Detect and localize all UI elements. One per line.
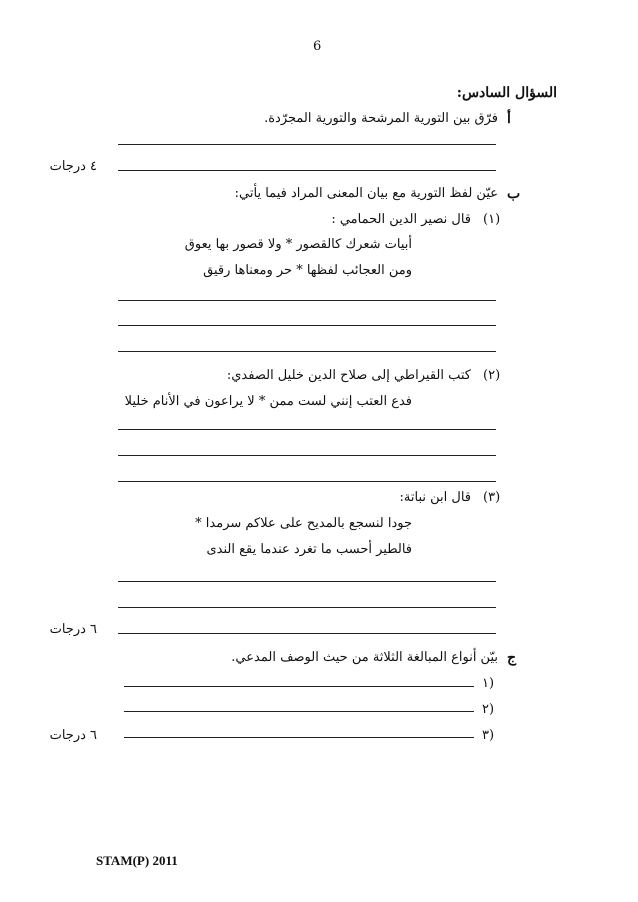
question-2-number: (٢): [483, 368, 501, 383]
answer-line: [118, 607, 496, 608]
part-c-letter: ج: [507, 650, 517, 666]
footer-code: STAM(P) 2011: [96, 853, 178, 868]
question-1-verse-2: ومن العجائب لفظها * حر ومعناها رقيق: [203, 263, 412, 278]
answer-line: [118, 351, 496, 352]
question-3-intro: قال ابن نباتة:: [399, 490, 471, 505]
answer-line: [118, 429, 496, 430]
question-2-intro: كتب القيراطي إلى صلاح الدين خليل الصفدي:: [226, 368, 471, 383]
question-1-number: (١): [483, 212, 501, 227]
part-a-letter: أ: [507, 111, 511, 127]
question-1-intro: قال نصير الدين الحمامي :: [331, 212, 471, 227]
answer-line: [118, 581, 496, 582]
answer-line: [118, 170, 496, 171]
part-b-prompt: عيّن لفظ التورية مع بيان المعنى المراد فيما يأتي:: [234, 186, 498, 201]
answer-line: [118, 481, 496, 482]
part-b-letter: ب: [507, 186, 521, 202]
part-c-marks: ٦ درجات: [49, 728, 97, 743]
part-c-item-1-number: ١): [482, 676, 495, 691]
part-a-prompt: فرّق بين التورية المرشحة والتورية المجرّدة.: [264, 111, 498, 126]
answer-line: [118, 144, 496, 145]
question-1-verse-1: أبيات شعرك كالقصور * ولا قصور بها يعوق: [184, 237, 412, 252]
part-a-marks: ٤ درجات: [49, 159, 97, 174]
answer-line: [118, 325, 496, 326]
part-c-item-2-number: ٢): [482, 702, 495, 717]
part-c-prompt: بيّن أنواع المبالغة الثلاثة من حيث الوصف المدعي.: [231, 650, 498, 665]
answer-line: [118, 455, 496, 456]
part-c-item-3-number: ٣): [482, 728, 495, 743]
answer-line: [118, 633, 496, 634]
section-title: السؤال السادس:: [456, 85, 557, 101]
question-3-number: (٣): [483, 490, 501, 505]
part-b-marks: ٦ درجات: [49, 622, 97, 637]
question-3-verse-1: جودا لنسجع بالمديح على علاكم سرمدا *: [195, 516, 412, 531]
answer-line: [124, 686, 474, 687]
question-3-verse-2: فالطير أحسب ما تغرد عندما يقع الندى: [206, 542, 412, 557]
page-number: 6: [313, 39, 322, 54]
answer-line: [124, 737, 474, 738]
question-2-verse-1: فدع العتب إنني لست ممن * لا يراعون في الأنام خليلا: [124, 394, 412, 409]
answer-line: [118, 300, 496, 301]
answer-line: [124, 711, 474, 712]
